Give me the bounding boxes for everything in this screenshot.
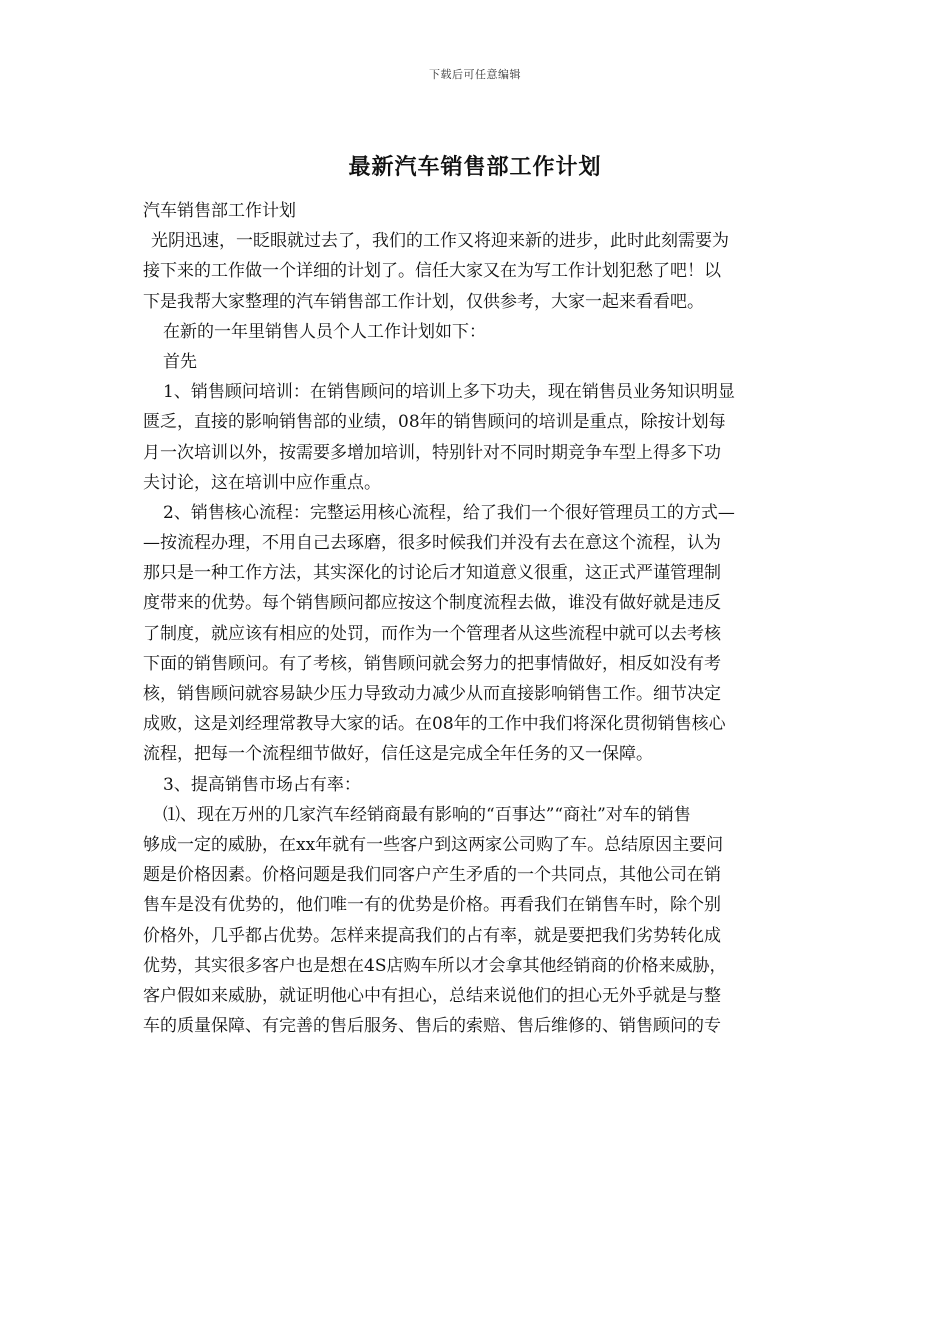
subtitle-line: 汽车销售部工作计划 xyxy=(143,201,296,221)
paragraph-line: 月一次培训以外，按需要多增加培训，特别针对不同时期竞争车型上得多下功 xyxy=(143,442,721,463)
paragraph-line: 2、销售核心流程：完整运用核心流程，给了我们一个很好管理员工的方式— xyxy=(163,502,735,523)
paragraph-line: 那只是一种工作方法，其实深化的讨论后才知道意义很重，这正式严谨管理制 xyxy=(143,563,721,584)
paragraph-line: 1、销售顾问培训：在销售顾问的培训上多下功夫，现在销售员业务知识明显 xyxy=(163,382,735,403)
paragraph-line: 成败，这是刘经理常教导大家的话。在08年的工作中我们将深化贯彻销售核心 xyxy=(143,714,726,735)
paragraph-line: 客户假如来威胁，就证明他心中有担心，总结来说他们的担心无外乎就是与整 xyxy=(143,985,721,1006)
paragraph-line: 题是价格因素。价格问题是我们同客户产生矛盾的一个共同点，其他公司在销 xyxy=(143,865,721,886)
document-body xyxy=(143,196,809,1041)
document-title: 最新汽车销售部工作计划 xyxy=(348,154,602,180)
paragraph-line: 了制度，就应该有相应的处罚，而作为一个管理者从这些流程中就可以去考核 xyxy=(143,623,721,644)
paragraph-line: 光阴迅速，一眨眼就过去了，我们的工作又将迎来新的进步，此时此刻需要为 xyxy=(151,231,729,252)
paragraph-line: 优势，其实很多客户也是想在4S店购车所以才会拿其他经销商的价格来威胁， xyxy=(143,955,727,976)
paragraph-line: 价格外，几乎都占优势。怎样来提高我们的占有率，就是要把我们劣势转化成 xyxy=(143,925,721,946)
paragraph-line: 接下来的工作做一个详细的计划了。信任大家又在为写工作计划犯愁了吧！以 xyxy=(143,261,721,282)
paragraph-line: 度带来的优势。每个销售顾问都应按这个制度流程去做，谁没有做好就是违反 xyxy=(143,593,721,614)
paragraph-line: 3、提高销售市场占有率： xyxy=(163,774,361,795)
paragraph-line: 下是我帮大家整理的汽车销售部工作计划，仅供参考，大家一起来看看吧。 xyxy=(143,291,704,312)
paragraph-line: 首先 xyxy=(163,351,197,372)
paragraph-line: 在新的一年里销售人员个人工作计划如下： xyxy=(163,321,486,342)
paragraph-line: 售车是没有优势的，他们唯一有的优势是价格。再看我们在销售车时，除个别 xyxy=(143,895,721,916)
paragraph-line: 下面的销售顾问。有了考核，销售顾问就会努力的把事情做好，相反如没有考 xyxy=(143,653,721,674)
paragraph-line: 流程，把每一个流程细节做好，信任这是完成全年任务的又一保障。 xyxy=(143,744,653,765)
paragraph-line: 车的质量保障、有完善的售后服务、售后的索赔、售后维修的、销售顾问的专 xyxy=(143,1016,721,1037)
paragraph-line: ⑴、现在万州的几家汽车经销商最有影响的“百事达”“商社”对车的销售 xyxy=(163,804,691,825)
paragraph-line: 夫讨论，这在培训中应作重点。 xyxy=(143,472,381,493)
paragraph-line: 匮乏，直接的影响销售部的业绩，08年的销售顾问的培训是重点，除按计划每 xyxy=(143,412,726,433)
paragraph-line: 核，销售顾问就容易缺少压力导致动力减少从而直接影响销售工作。细节决定 xyxy=(143,684,721,704)
header-note: 下载后可任意编辑 xyxy=(429,68,521,81)
paragraph-line: —按流程办理，不用自己去琢磨，很多时候我们并没有去在意这个流程，认为 xyxy=(143,533,721,554)
paragraph-line: 够成一定的威胁，在xx年就有一些客户到这两家公司购了车。总结原因主要问 xyxy=(143,834,724,855)
